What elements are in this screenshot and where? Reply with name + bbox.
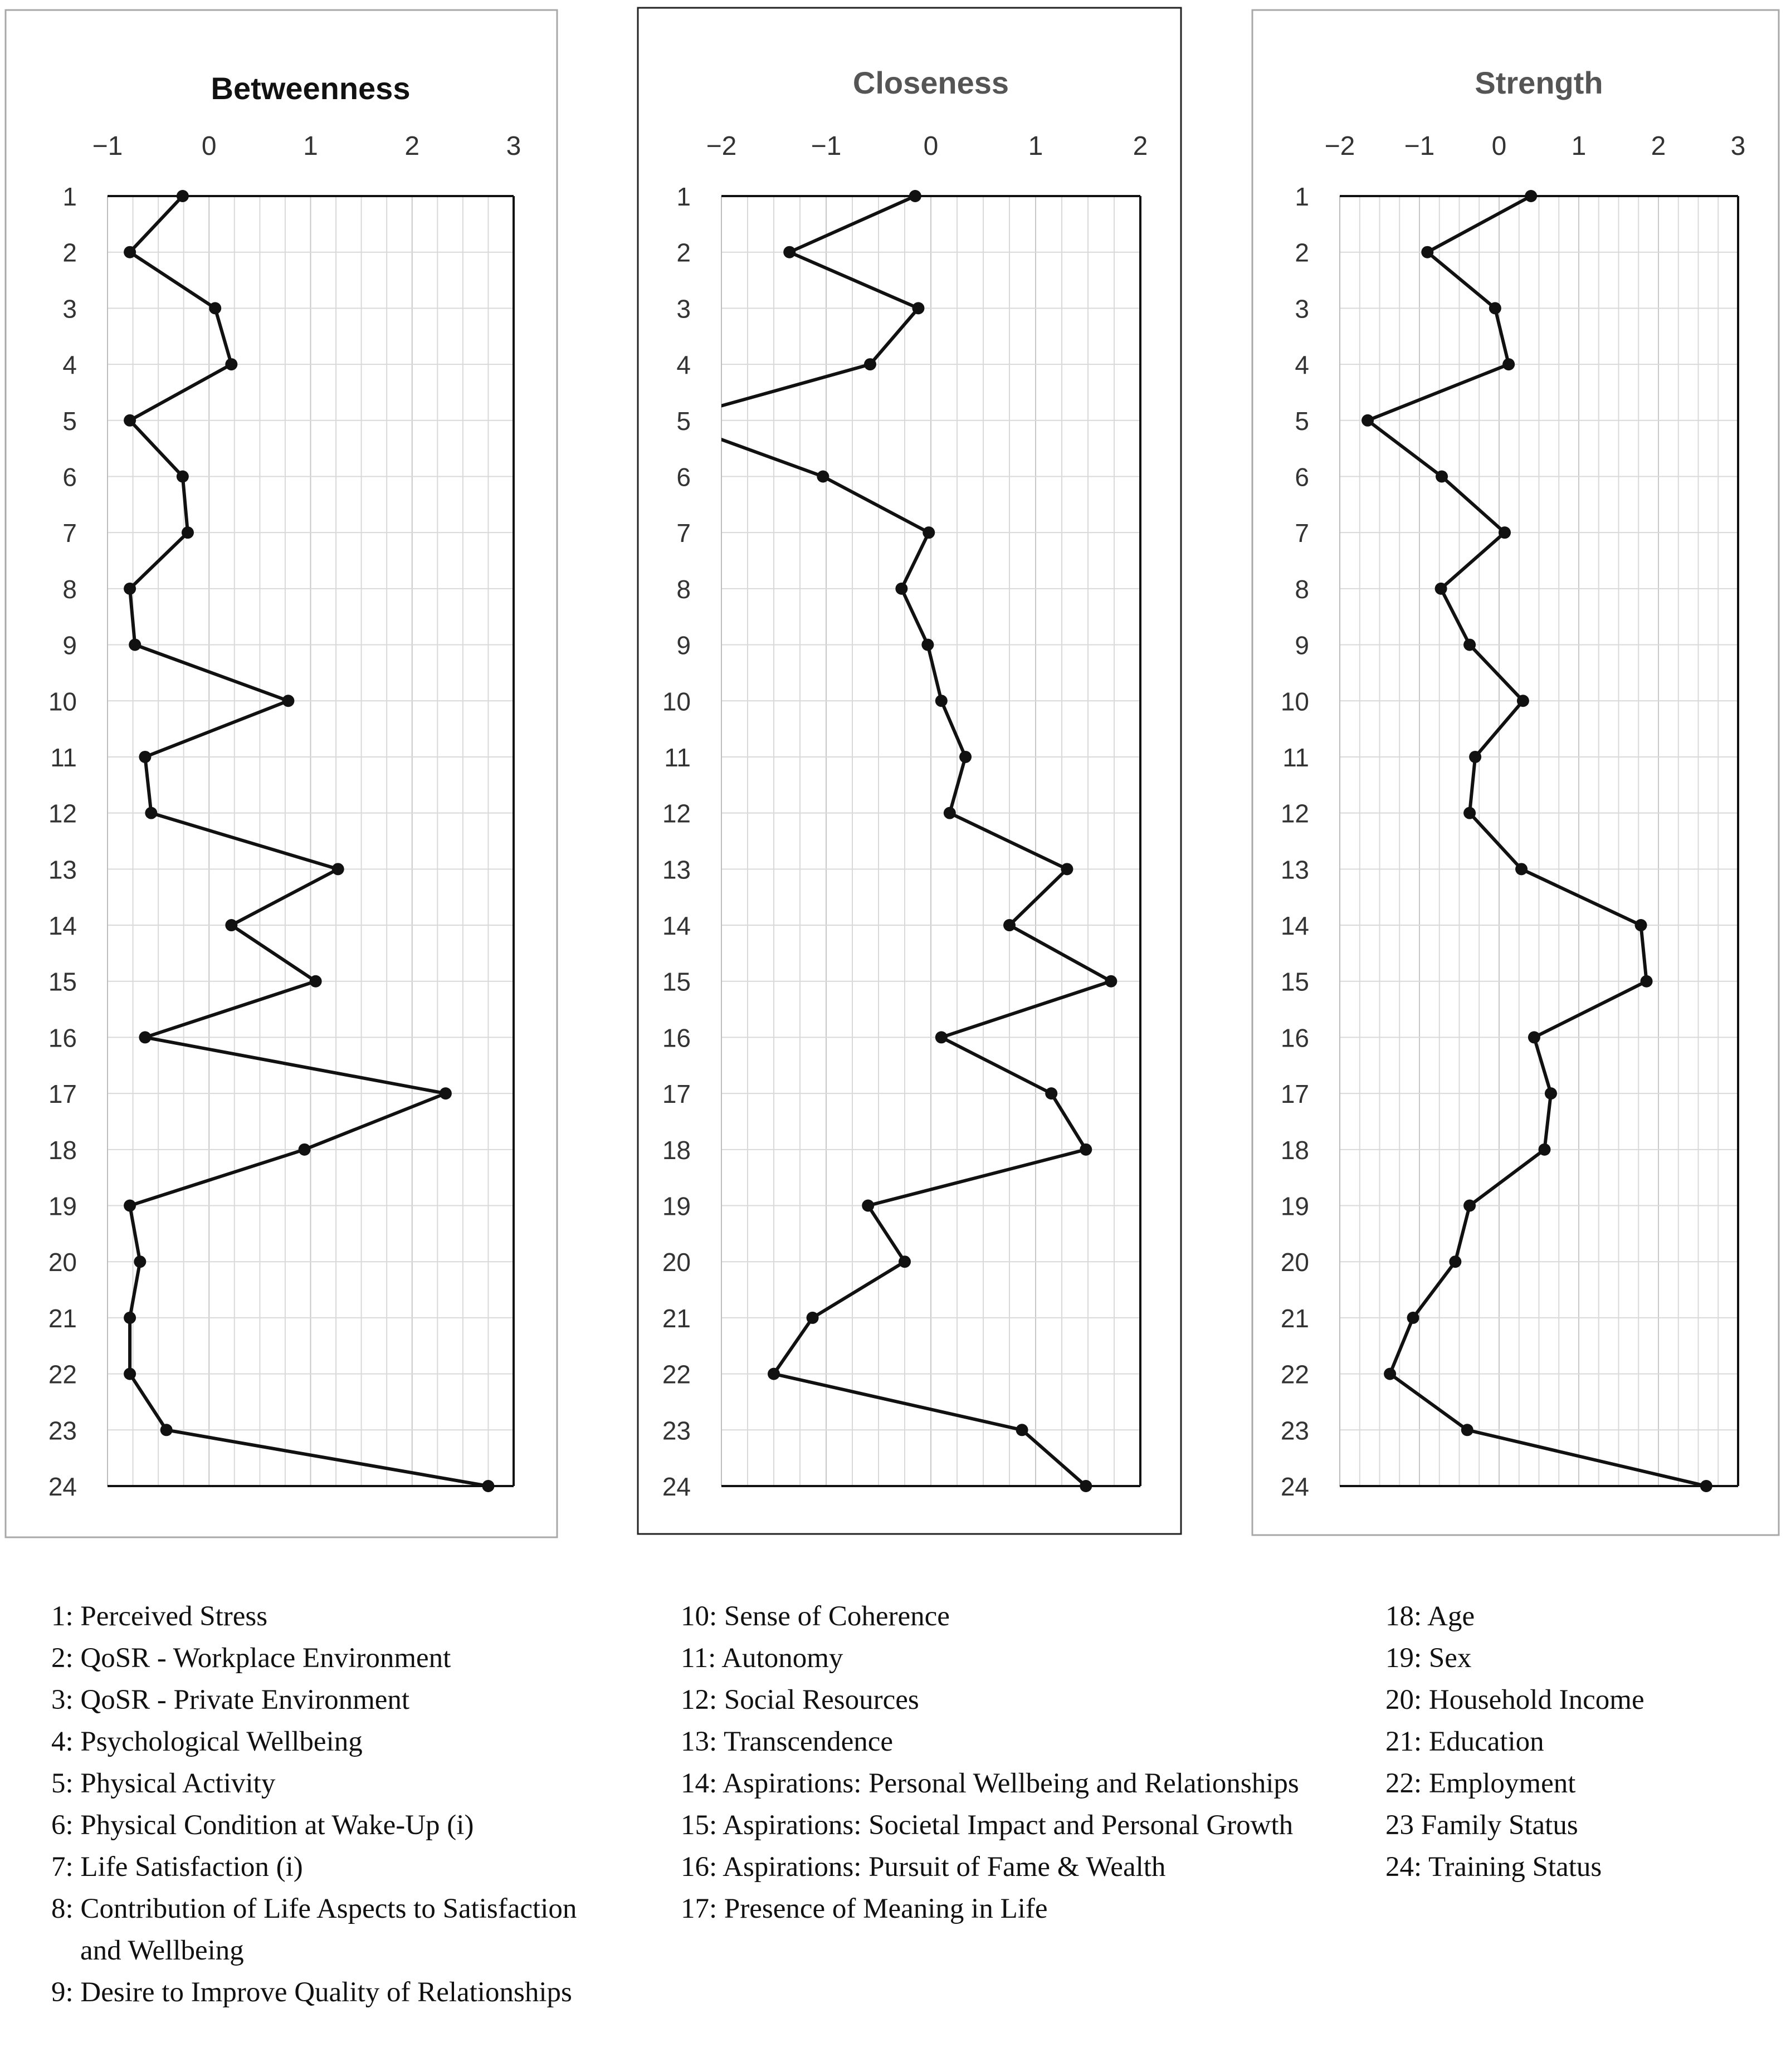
legend-item-label: Training Status	[1422, 1851, 1602, 1883]
legend-item-number: 24:	[1385, 1851, 1422, 1883]
legend-item	[681, 1721, 1333, 1763]
legend-item-number: 5:	[51, 1768, 74, 1799]
series-line	[1368, 196, 1706, 1486]
x-tick-label: 2	[1651, 131, 1666, 161]
legend-item-number: 2:	[51, 1643, 74, 1674]
data-point	[332, 863, 344, 875]
data-point	[909, 190, 921, 202]
y-tick-label: 15	[1280, 967, 1309, 996]
x-tick-label: 3	[506, 131, 521, 161]
data-point	[807, 1312, 819, 1324]
legend-item-number: 6:	[51, 1810, 74, 1841]
y-tick-label: 8	[1295, 574, 1309, 604]
data-point	[1461, 1424, 1473, 1436]
legend-item-number: 3:	[51, 1684, 74, 1716]
y-tick-label: 20	[48, 1248, 77, 1277]
legend-item	[51, 1763, 619, 1805]
data-point	[209, 302, 221, 314]
legend-item-number: 7:	[51, 1851, 74, 1883]
data-point	[1635, 919, 1647, 931]
legend-column-2	[681, 1596, 1333, 1930]
y-tick-label: 15	[662, 967, 691, 996]
y-tick-label: 18	[662, 1135, 691, 1165]
y-tick-label: 24	[662, 1472, 691, 1501]
legend-item-label: Sex	[1422, 1643, 1472, 1674]
y-tick-label: 3	[1295, 294, 1309, 324]
chart-panel-betweenness	[6, 10, 557, 1537]
legend-item-label: Employment	[1422, 1768, 1576, 1799]
data-point	[1384, 1368, 1396, 1380]
x-tick-label: 0	[201, 131, 217, 161]
y-tick-label: 10	[1280, 687, 1309, 716]
y-tick-label: 10	[662, 687, 691, 716]
legend-item	[1385, 1679, 1775, 1721]
legend-item	[1385, 1596, 1775, 1638]
y-tick-label: 9	[676, 631, 691, 660]
y-tick-label: 10	[48, 687, 77, 716]
x-tick-label: 2	[1133, 131, 1148, 161]
data-point	[1502, 358, 1515, 370]
legend-item-number: 14:	[681, 1768, 718, 1799]
y-tick-label: 24	[1280, 1472, 1309, 1501]
data-point	[944, 807, 956, 819]
x-tick-label: 0	[923, 131, 939, 161]
legend-item-label: Education	[1422, 1726, 1544, 1757]
legend-item-label: QoSR - Private Environment	[73, 1684, 410, 1716]
data-point	[817, 470, 829, 482]
panel-frame	[1252, 10, 1779, 1535]
data-point	[1362, 414, 1374, 427]
data-point	[1515, 863, 1528, 875]
data-point	[160, 1424, 173, 1436]
y-tick-label: 2	[62, 238, 77, 267]
legend-item-number: 10:	[681, 1601, 718, 1632]
y-tick-label: 2	[1295, 238, 1309, 267]
x-tick-label: 1	[1028, 131, 1043, 161]
data-point	[1407, 1312, 1419, 1324]
y-tick-label: 17	[48, 1079, 77, 1109]
chart-title: Betweenness	[211, 71, 411, 106]
y-tick-label: 2	[676, 238, 691, 267]
data-point	[1435, 583, 1447, 595]
x-tick-label: −1	[1404, 131, 1435, 161]
y-tick-label: 4	[676, 350, 691, 380]
data-point	[783, 246, 796, 258]
data-point	[124, 246, 136, 258]
legend-item	[1385, 1763, 1775, 1805]
legend-item-number: 8:	[51, 1893, 74, 1924]
y-tick-label: 1	[676, 182, 691, 211]
data-point	[895, 583, 907, 595]
y-tick-label: 19	[1280, 1191, 1309, 1221]
legend-item	[51, 1888, 619, 1972]
chart-title: Strength	[1475, 65, 1603, 100]
legend-item-label: Aspirations: Societal Impact and Personal Growth	[717, 1810, 1294, 1841]
y-tick-label: 13	[662, 855, 691, 884]
legend-item-number: 23	[1385, 1810, 1414, 1841]
data-point	[862, 1200, 874, 1212]
data-point	[134, 1255, 146, 1268]
legend-item-label: Family Status	[1414, 1810, 1578, 1841]
legend-item	[51, 1721, 619, 1763]
y-tick-label: 21	[48, 1303, 77, 1333]
data-point	[177, 190, 189, 202]
legend-item	[51, 1846, 619, 1888]
chart-title: Closeness	[852, 65, 1009, 100]
data-point	[1539, 1143, 1551, 1156]
chart-panel-strength	[1252, 10, 1779, 1535]
y-tick-label: 1	[62, 182, 77, 211]
data-point	[1080, 1143, 1092, 1156]
legend-item-label: Desire to Improve Quality of Relationships	[73, 1977, 572, 2008]
data-point	[1105, 975, 1117, 988]
y-tick-label: 16	[1280, 1023, 1309, 1053]
data-point	[1525, 190, 1537, 202]
data-point	[1436, 470, 1448, 482]
legend-item-label: Contribution of Life Aspects to Satisfaction and Wellbeing	[73, 1893, 577, 1966]
x-tick-label: −1	[811, 131, 842, 161]
legend-item-number: 1:	[51, 1601, 74, 1632]
data-point	[1489, 302, 1501, 314]
data-point	[1641, 975, 1653, 988]
data-point	[921, 639, 934, 651]
y-tick-label: 22	[48, 1360, 77, 1389]
legend-item-label: Age	[1422, 1601, 1475, 1632]
data-point	[182, 526, 194, 539]
y-tick-label: 7	[1295, 519, 1309, 548]
legend-item-number: 13:	[681, 1726, 718, 1757]
y-tick-label: 5	[676, 406, 691, 436]
y-tick-label: 23	[1280, 1416, 1309, 1445]
data-point	[1463, 1200, 1476, 1212]
y-tick-label: 6	[62, 462, 77, 492]
legend-item	[1385, 1805, 1775, 1846]
y-tick-label: 18	[1280, 1135, 1309, 1165]
data-point	[124, 1312, 136, 1324]
legend-item-label: Life Satisfaction (i)	[73, 1851, 303, 1883]
legend-item-number: 4:	[51, 1726, 74, 1757]
data-point	[935, 695, 948, 707]
data-point	[482, 1480, 494, 1492]
data-point	[124, 1200, 136, 1212]
data-point	[1421, 246, 1433, 258]
legend-item	[681, 1679, 1333, 1721]
data-point	[124, 1368, 136, 1380]
y-tick-label: 14	[1280, 911, 1309, 941]
y-tick-label: 11	[50, 742, 77, 772]
legend-item	[51, 1972, 619, 2014]
y-tick-label: 13	[1280, 855, 1309, 884]
y-tick-label: 3	[62, 294, 77, 324]
data-point	[1545, 1087, 1557, 1099]
y-tick-label: 12	[1280, 799, 1309, 828]
x-tick-label: −1	[92, 131, 123, 161]
data-point	[912, 302, 924, 314]
y-tick-label: 21	[662, 1303, 691, 1333]
data-point	[1045, 1087, 1057, 1099]
data-point	[129, 639, 141, 651]
x-tick-label: −2	[706, 131, 737, 161]
legend-item-label: Presence of Meaning in Life	[717, 1893, 1048, 1924]
y-tick-label: 17	[1280, 1079, 1309, 1109]
data-point	[225, 358, 237, 370]
data-point	[139, 1031, 151, 1043]
data-point	[1528, 1031, 1540, 1043]
legend-item-label: Physical Activity	[73, 1768, 276, 1799]
legend-item-label: Psychological Wellbeing	[73, 1726, 363, 1757]
y-tick-label: 12	[48, 799, 77, 828]
y-tick-label: 17	[662, 1079, 691, 1109]
legend-item	[51, 1679, 619, 1721]
y-tick-label: 15	[48, 967, 77, 996]
panel-frame	[638, 8, 1181, 1534]
y-tick-label: 8	[62, 574, 77, 604]
data-point	[225, 919, 237, 931]
data-point	[1061, 863, 1073, 875]
legend-item	[1385, 1638, 1775, 1679]
y-tick-label: 20	[662, 1248, 691, 1277]
data-point	[1449, 1255, 1461, 1268]
panel-frame	[6, 10, 557, 1537]
data-point	[145, 807, 157, 819]
legend-item-label: Aspirations: Personal Wellbeing and Relationships	[717, 1768, 1299, 1799]
legend-item	[681, 1763, 1333, 1805]
y-tick-label: 6	[676, 462, 691, 492]
y-tick-label: 9	[1295, 631, 1309, 660]
legend-item-number: 12:	[681, 1684, 718, 1716]
data-point	[124, 414, 136, 427]
legend-item-label: Perceived Stress	[73, 1601, 268, 1632]
data-point	[1003, 919, 1016, 931]
y-tick-label: 13	[48, 855, 77, 884]
legend-column-1	[51, 1596, 619, 2014]
y-tick-label: 21	[1280, 1303, 1309, 1333]
data-point	[1463, 639, 1476, 651]
data-point	[768, 1368, 780, 1380]
y-tick-label: 9	[62, 631, 77, 660]
data-point	[959, 751, 972, 763]
legend-item-label: Household Income	[1422, 1684, 1645, 1716]
legend-item-number: 15:	[681, 1810, 718, 1841]
y-tick-label: 7	[676, 519, 691, 548]
legend-column-3	[1385, 1596, 1775, 1888]
y-tick-label: 11	[664, 742, 691, 772]
y-tick-label: 7	[62, 519, 77, 548]
legend-item-label: Sense of Coherence	[717, 1601, 950, 1632]
x-tick-label: 1	[303, 131, 318, 161]
legend-item	[681, 1846, 1333, 1888]
data-point	[282, 695, 294, 707]
y-tick-label: 4	[1295, 350, 1309, 380]
y-tick-label: 4	[62, 350, 77, 380]
y-tick-label: 23	[662, 1416, 691, 1445]
y-tick-label: 5	[62, 406, 77, 436]
data-point	[440, 1087, 452, 1099]
data-point	[1469, 751, 1481, 763]
data-point	[864, 358, 876, 370]
y-tick-label: 1	[1295, 182, 1309, 211]
y-tick-label: 3	[676, 294, 691, 324]
y-tick-label: 18	[48, 1135, 77, 1165]
legend-item-number: 11:	[681, 1643, 716, 1674]
y-tick-label: 23	[48, 1416, 77, 1445]
data-point	[1700, 1480, 1712, 1492]
legend-item	[1385, 1846, 1775, 1888]
legend-item	[681, 1805, 1333, 1846]
chart-panel-closeness	[638, 8, 1181, 1534]
series-line	[669, 196, 1111, 1486]
legend-item-label: Aspirations: Pursuit of Fame & Wealth	[717, 1851, 1166, 1883]
y-tick-label: 14	[662, 911, 691, 941]
legend-item-number: 21:	[1385, 1726, 1422, 1757]
y-tick-label: 8	[676, 574, 691, 604]
data-point	[177, 470, 189, 482]
y-tick-label: 20	[1280, 1248, 1309, 1277]
legend-item	[51, 1638, 619, 1679]
x-tick-label: 0	[1491, 131, 1507, 161]
legend-item-number: 9:	[51, 1977, 74, 2008]
x-tick-label: −2	[1324, 131, 1355, 161]
x-tick-label: 2	[404, 131, 420, 161]
legend-item-label: Physical Condition at Wake-Up (i)	[73, 1810, 474, 1841]
data-point	[899, 1255, 911, 1268]
y-tick-label: 19	[48, 1191, 77, 1221]
y-tick-label: 16	[662, 1023, 691, 1053]
legend-item-number: 22:	[1385, 1768, 1422, 1799]
legend-item	[681, 1596, 1333, 1638]
legend-item	[51, 1596, 619, 1638]
legend-item-number: 19:	[1385, 1643, 1422, 1674]
legend-item-label: Transcendence	[717, 1726, 894, 1757]
legend-item-number: 16:	[681, 1851, 718, 1883]
data-point	[923, 526, 935, 539]
legend-item-label: QoSR - Workplace Environment	[73, 1643, 451, 1674]
x-tick-label: 1	[1571, 131, 1587, 161]
legend-item	[681, 1638, 1333, 1679]
legend-item-label: Social Resources	[717, 1684, 919, 1716]
y-tick-label: 16	[48, 1023, 77, 1053]
y-tick-label: 12	[662, 799, 691, 828]
legend-item-number: 17:	[681, 1893, 718, 1924]
data-point	[1080, 1480, 1092, 1492]
legend-item-number: 18:	[1385, 1601, 1422, 1632]
legend-item-label: Autonomy	[716, 1643, 843, 1674]
data-point	[1016, 1424, 1028, 1436]
legend-item	[681, 1888, 1333, 1930]
data-point	[124, 583, 136, 595]
y-tick-label: 11	[1282, 742, 1309, 772]
legend-item	[51, 1805, 619, 1846]
data-point	[1463, 807, 1476, 819]
data-point	[935, 1031, 948, 1043]
data-point	[139, 751, 151, 763]
y-tick-label: 5	[1295, 406, 1309, 436]
legend-item-number: 20:	[1385, 1684, 1422, 1716]
y-tick-label: 22	[662, 1360, 691, 1389]
y-tick-label: 14	[48, 911, 77, 941]
data-point	[1517, 695, 1529, 707]
legend-item	[1385, 1721, 1775, 1763]
y-tick-label: 24	[48, 1472, 77, 1501]
y-tick-label: 22	[1280, 1360, 1309, 1389]
data-point	[1499, 526, 1511, 539]
data-point	[310, 975, 322, 988]
y-tick-label: 6	[1295, 462, 1309, 492]
x-tick-label: 3	[1730, 131, 1746, 161]
y-tick-label: 19	[662, 1191, 691, 1221]
data-point	[299, 1143, 311, 1156]
